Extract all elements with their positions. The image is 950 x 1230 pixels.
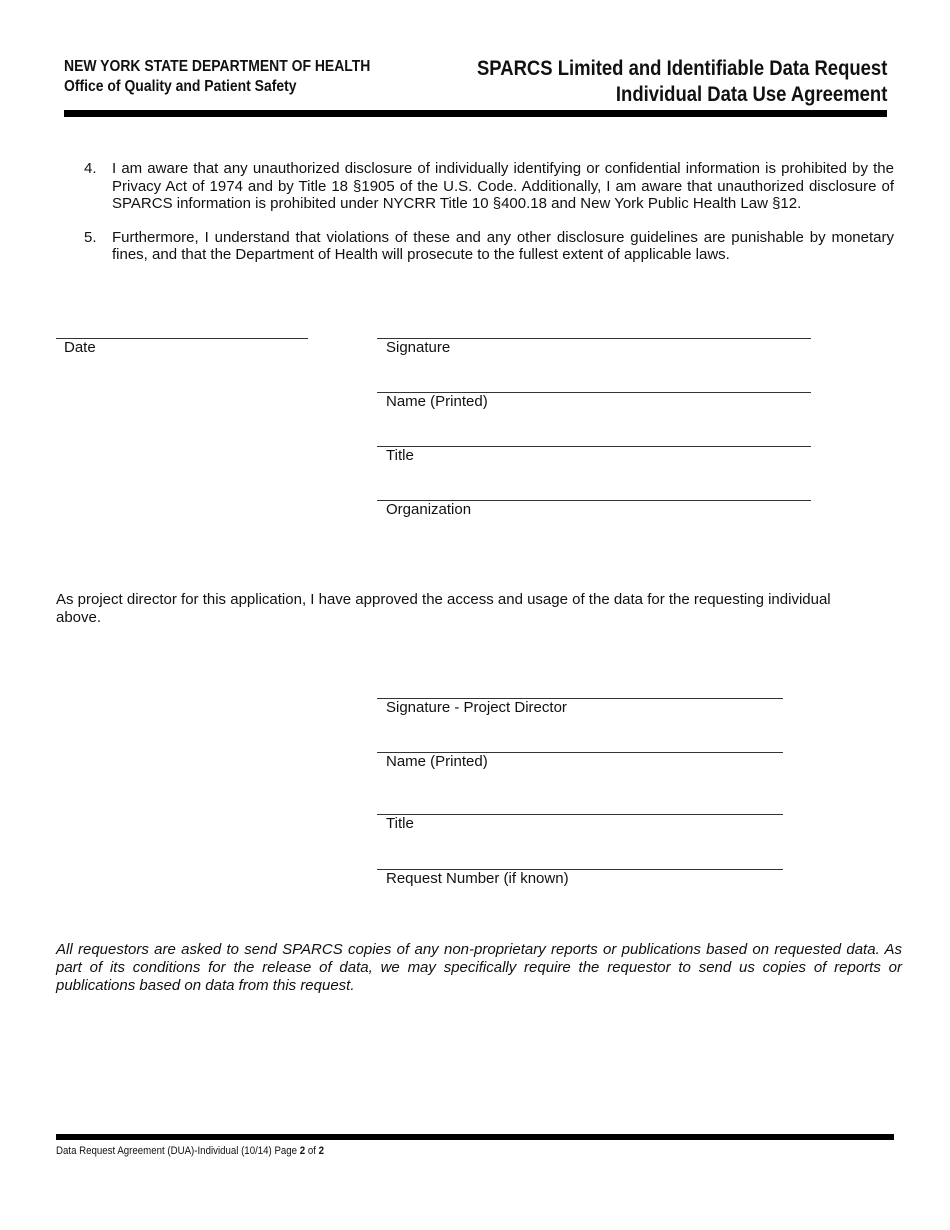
department-line: NEW YORK STATE DEPARTMENT OF HEALTH: [64, 58, 371, 75]
document-title: [477, 56, 887, 108]
item-text: I am aware that any unauthorized disclosure of individually identifying or confidential information is prohibited by the Privacy Act of 1974 and by Title 18 §1905 of the U.S. Code. Additionally, I am aware that unauthorized disclosure of SPARCS information is prohibited under NYCRR Title 10 §400.18 and New York Public Health Law §12.: [112, 160, 894, 212]
item-number: 5.: [84, 228, 97, 246]
footer: [56, 1145, 324, 1157]
footer-page: 2: [299, 1145, 306, 1157]
agreement-item-4: [84, 160, 894, 213]
organization-label: Organization: [386, 501, 472, 518]
director-title-label: Title: [386, 815, 414, 832]
request-number-label: Request Number (if known): [386, 870, 569, 887]
footer-total: 2: [318, 1145, 324, 1157]
item-text: Furthermore, I understand that violations of these and any other disclosure guidelines are punishable by monetary fines, and that the Department of Health will prosecute to the fullest extent of applicable laws.: [112, 228, 894, 263]
signature-label: Signature: [386, 339, 451, 356]
header-rule: [64, 110, 887, 117]
item-number: 4.: [84, 160, 97, 177]
title-line-2: Individual Data Use Agreement: [615, 83, 887, 106]
office-line: Office of Quality and Patient Safety: [64, 78, 297, 95]
date-label: Date: [64, 339, 96, 356]
director-name-label: Name (Printed): [386, 753, 488, 770]
director-signature-label: Signature - Project Director: [386, 699, 567, 716]
title-line-1: SPARCS Limited and Identifiable Data Request: [476, 57, 887, 80]
department-name: [64, 57, 370, 97]
title-label: Title: [386, 447, 414, 464]
footer-of: of: [305, 1145, 319, 1157]
director-statement: As project director for this application, I have approved the access and usage of the data for the requesting individual above.: [56, 591, 831, 626]
publication-note: All requestors are asked to send SPARCS copies of any non-proprietary reports or publications based on requested data. As part of its conditions for the release of data, we may specifically require the requestor to send us copies of reports or publications based on data from this request.: [56, 941, 902, 994]
agreement-item-5: [84, 229, 894, 264]
director-title-field[interactable]: [377, 814, 783, 815]
footer-form-id: Data Request Agreement (DUA)-Individual (10/14) Page: [56, 1145, 300, 1157]
footer-rule: [56, 1134, 894, 1140]
agreement-items: [84, 160, 894, 280]
title-field[interactable]: [377, 446, 811, 447]
name-printed-label: Name (Printed): [386, 393, 488, 410]
